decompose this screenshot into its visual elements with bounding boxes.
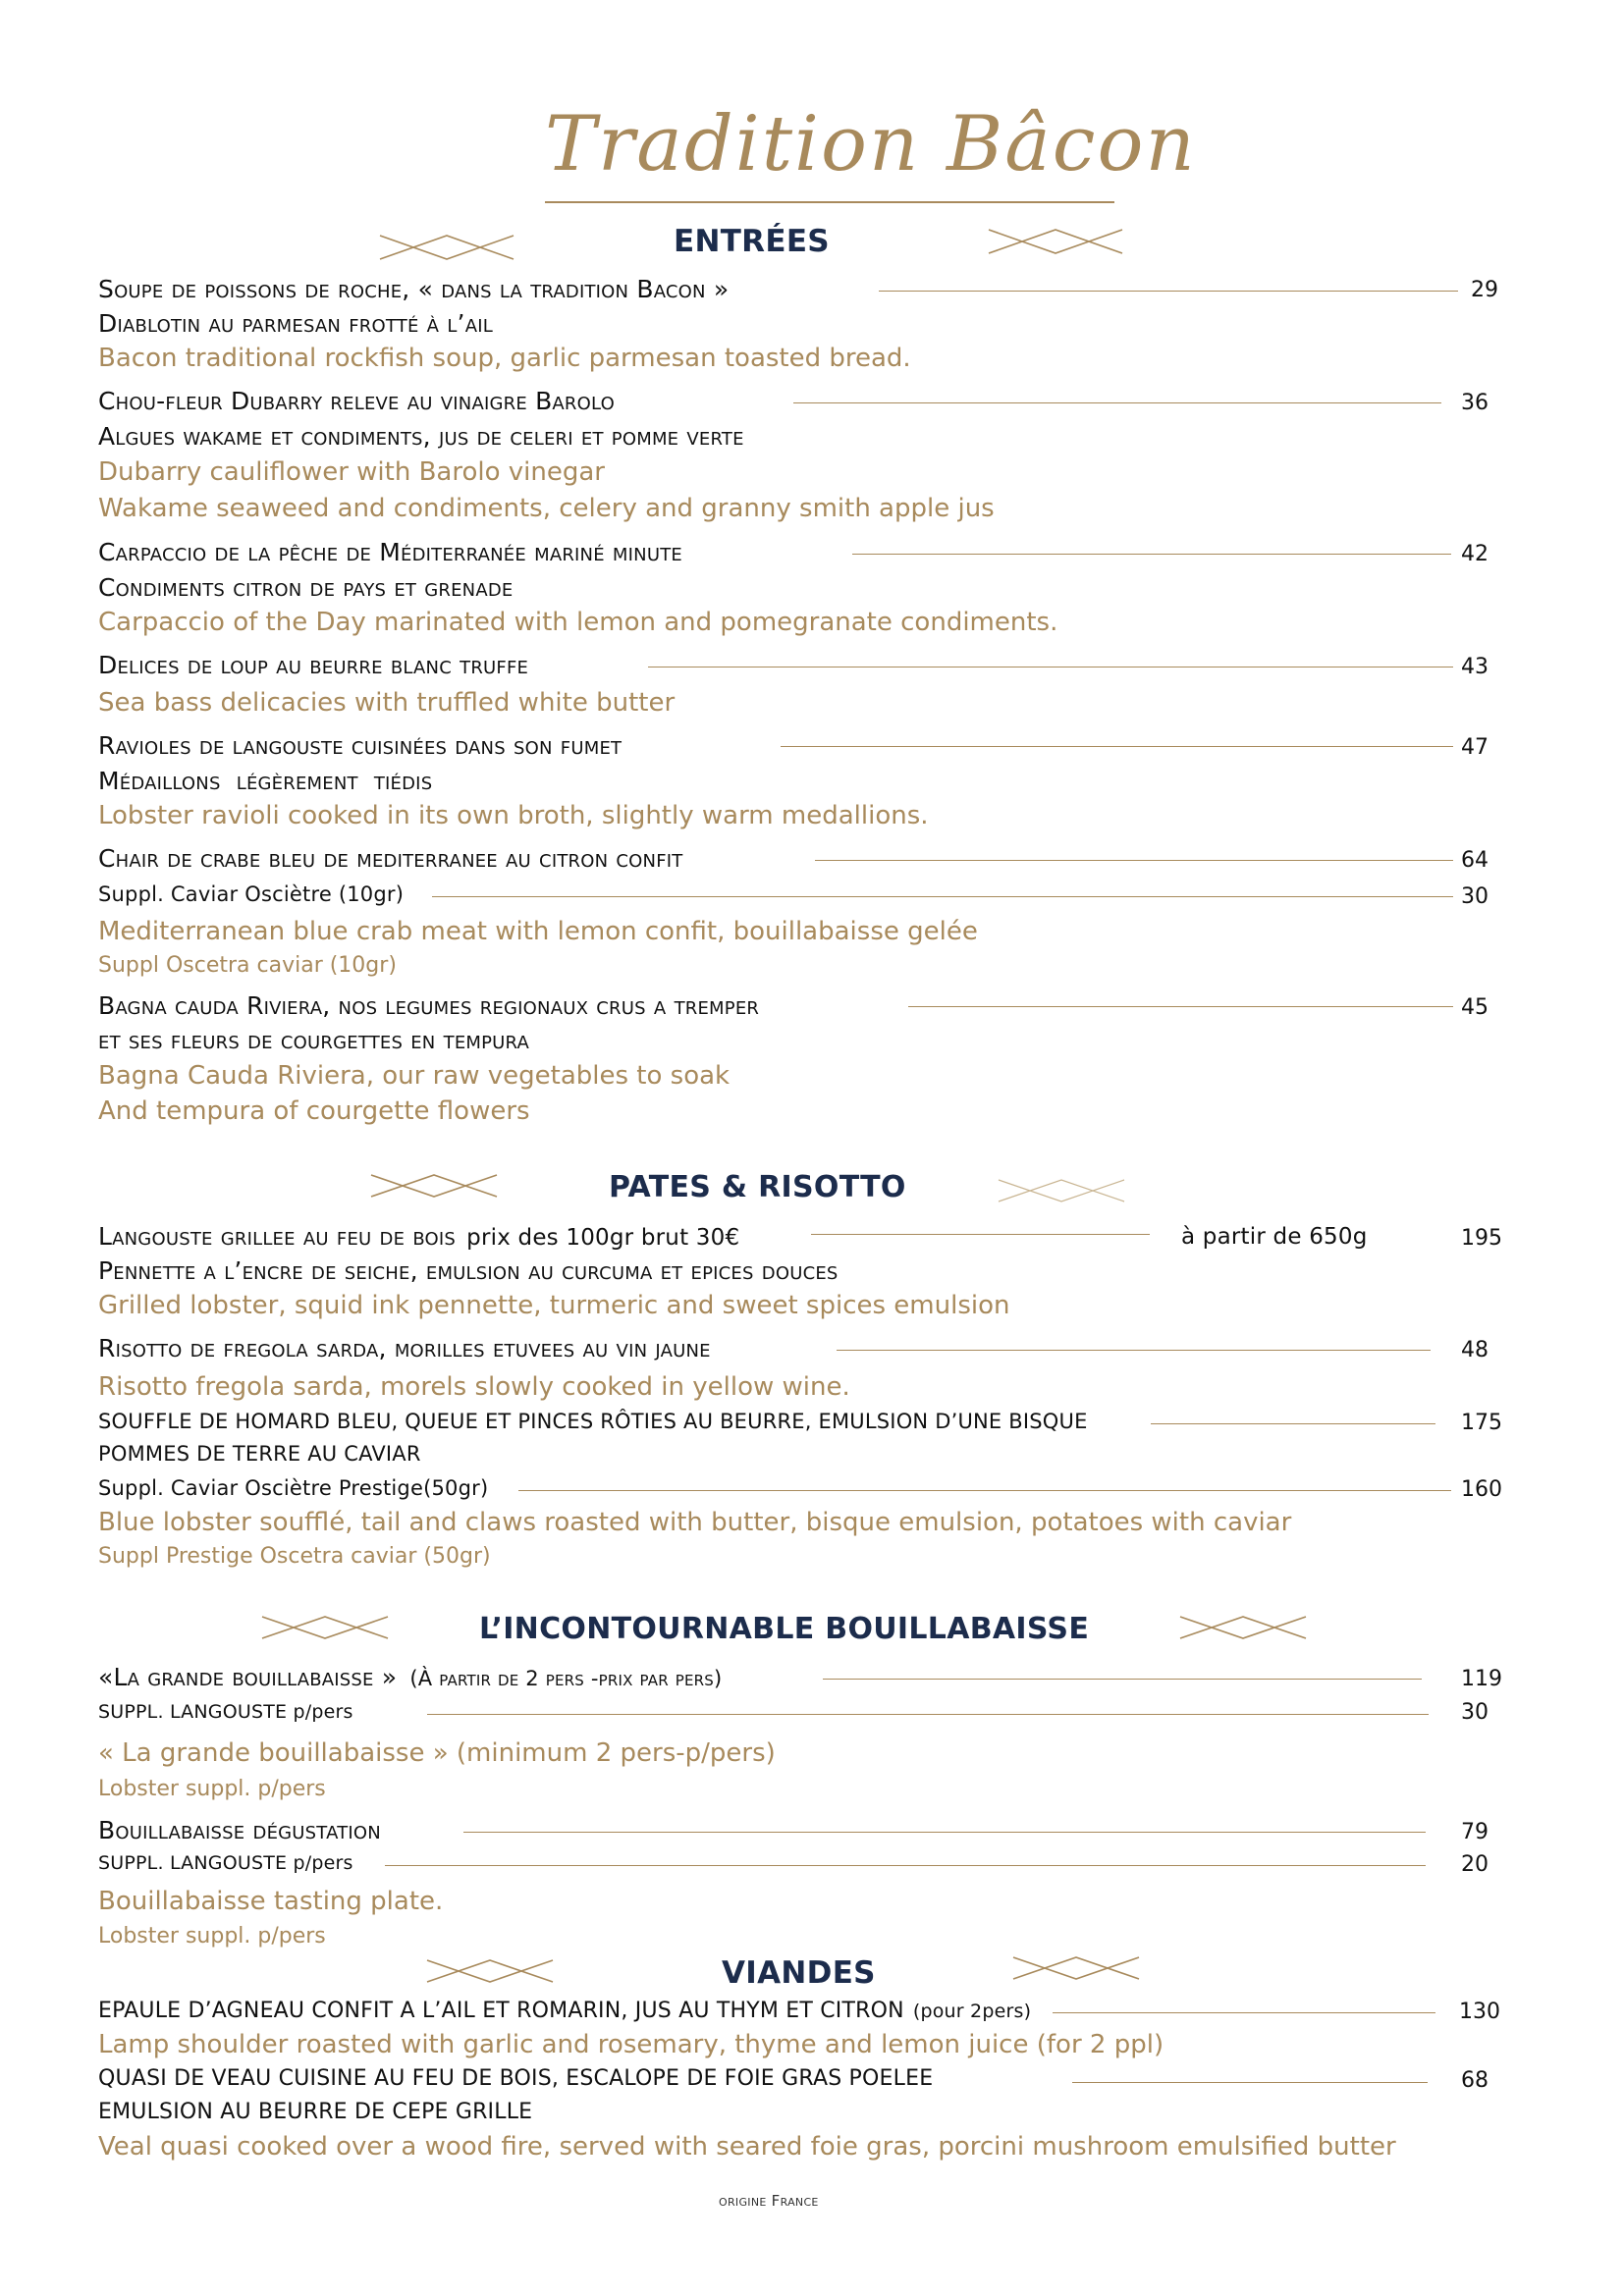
serving-note: (À partir de 2 pers -prix par pers) [409,1667,723,1690]
leader-line [1053,2012,1435,2013]
dish-english: Grilled lobster, squid ink pennette, turmeric and sweet spices emulsion [98,1291,1010,1320]
leader-line [823,1679,1422,1680]
dish-name: Chair de crabe bleu de mediterranee au citron confit [98,844,683,873]
dish-description: Condiments citron de pays et grenade [98,573,514,602]
price-per-weight: prix des 100gr brut 30€ [466,1225,740,1251]
dish-price: 29 [1471,278,1498,302]
supplement-english: Suppl Oscetra caviar (10gr) [98,953,397,978]
dish-english: Risotto fregola sarda, morels slowly cooked in yellow wine. [98,1372,850,1402]
dish-name-row [98,1222,739,1251]
title-underline [545,201,1114,203]
weight-note: à partir de 650g [1181,1224,1368,1250]
dish-english: Wakame seaweed and condiments, celery and granny smith apple jus [98,494,995,523]
leader-line [463,1832,1426,1833]
leader-line [427,1714,1429,1715]
ornament-icon [378,232,515,263]
dish-price: 47 [1461,735,1489,760]
dish-price: 36 [1461,391,1489,415]
dish-english: Sea bass delicacies with truffled white butter [98,688,676,718]
leader-line [432,896,1453,897]
dish-english: And tempura of courgette flowers [98,1096,530,1126]
dish-price: 119 [1461,1667,1502,1691]
dish-english: Lamp shoulder roasted with garlic and rosemary, thyme and lemon juice (for 2 ppl) [98,2030,1164,2059]
dish-name: Carpaccio de la pêche de Méditerranée mariné minute [98,538,682,566]
section-heading-bouillabaisse: L’INCONTOURNABLE BOUILLABAISSE [479,1612,1090,1646]
ornament-icon [997,1176,1126,1205]
leader-line [852,554,1451,555]
dish-english: Lobster ravioli cooked in its own broth, slightly warm medallions. [98,801,929,830]
section-heading-viandes: VIANDES [722,1955,876,1991]
dish-price: 45 [1461,995,1489,1020]
supplement-label: Suppl. Caviar Osciètre Prestige(50gr) [98,1476,489,1500]
dish-english: Bouillabaisse tasting plate. [98,1887,444,1916]
leader-line [793,402,1441,403]
dish-price: 43 [1461,655,1489,679]
supplement-label: SUPPL. LANGOUSTE p/pers [98,1852,353,1874]
leader-line [385,1865,1426,1866]
footer-origin: origine France [719,2192,819,2210]
leader-line [837,1350,1431,1351]
dish-price: 42 [1461,542,1489,566]
section-heading-entrees: ENTRÉES [674,224,830,259]
dish-name: Delices de loup au beurre blanc truffe [98,651,529,679]
ornament-icon [260,1613,390,1642]
dish-name: «La grande bouillabaisse » [98,1663,398,1691]
leader-line [1151,1423,1435,1424]
dish-english: Dubarry cauliflower with Barolo vinegar [98,457,605,487]
dish-price: 130 [1459,2000,1500,2024]
dish-description: Algues wakame et condiments, jus de celeri et pomme verte [98,422,744,451]
ornament-icon [1178,1613,1308,1642]
dish-description: POMMES DE TERRE AU CAVIAR [98,1442,421,1466]
dish-name: SOUFFLE DE HOMARD BLEU, QUEUE ET PINCES RÔTIES AU BEURRE, EMULSION D’UNE BISQUE [98,1410,1088,1433]
dish-price: 48 [1461,1338,1489,1362]
dish-name: QUASI DE VEAU CUISINE AU FEU DE BOIS, ESCALOPE DE FOIE GRAS POELEE [98,2066,934,2091]
dish-description: Pennette a l’encre de seiche, emulsion au curcuma et epices douces [98,1256,839,1285]
ornament-icon [1011,1953,1141,1983]
dish-name: Chou-fleur Dubarry releve au vinaigre Barolo [98,387,615,415]
dish-name: Bagna cauda Riviera, nos legumes regionaux crus a tremper [98,991,760,1020]
supplement-english: Lobster suppl. p/pers [98,1924,326,1949]
supplement-price: 30 [1461,1700,1489,1725]
dish-description: Diablotin au parmesan frotté à l’ail [98,309,493,338]
serving-note: (pour 2pers) [912,2001,1032,2022]
supplement-english: Lobster suppl. p/pers [98,1777,326,1801]
leader-line [879,291,1458,292]
dish-price: 79 [1461,1820,1489,1844]
dish-english: « La grande bouillabaisse » (minimum 2 pers-p/pers) [98,1738,776,1768]
dish-description: EMULSION AU BEURRE DE CEPE GRILLE [98,2100,533,2124]
supplement-price: 20 [1461,1852,1489,1877]
leader-line [781,746,1453,747]
dish-english: Bacon traditional rockfish soup, garlic parmesan toasted bread. [98,344,911,373]
dish-english: Veal quasi cooked over a wood fire, served with seared foie gras, porcini mushroom emulsified butter [98,2132,1396,2162]
dish-name: Ravioles de langouste cuisinées dans son fumet [98,731,623,760]
leader-line [518,1490,1451,1491]
dish-name-row [98,1999,1031,2023]
dish-name: EPAULE D’AGNEAU CONFIT A L’AIL ET ROMARIN, JUS AU THYM ET CITRON [98,1999,904,2023]
leader-line [908,1006,1453,1007]
dish-name: Langouste grillee au feu de bois [98,1222,457,1251]
leader-line [1072,2082,1428,2083]
dish-name: Risotto de fregola sarda, morilles etuvees au vin jaune [98,1334,711,1362]
dish-description: et ses fleurs de courgettes en tempura [98,1026,530,1054]
ornament-icon [987,226,1124,257]
dish-english: Mediterranean blue crab meat with lemon confit, bouillabaisse gelée [98,917,978,946]
dish-english: Blue lobster soufflé, tail and claws roasted with butter, bisque emulsion, potatoes with caviar [98,1508,1292,1537]
dish-english: Bagna Cauda Riviera, our raw vegetables to soak [98,1061,731,1091]
dish-price: 68 [1461,2068,1489,2093]
dish-price: 175 [1461,1411,1502,1435]
dish-name-row [98,1663,722,1691]
dish-description: Médaillons légèrement tiédis [98,767,433,795]
supplement-price: 160 [1461,1477,1502,1502]
dish-english: Carpaccio of the Day marinated with lemon and pomegranate condiments. [98,608,1058,637]
supplement-english: Suppl Prestige Oscetra caviar (50gr) [98,1544,491,1569]
leader-line [811,1234,1150,1235]
supplement-price: 30 [1461,884,1489,909]
supplement-label: Suppl. Caviar Osciètre (10gr) [98,882,405,906]
dish-name: Soupe de poissons de roche, « dans la tradition Bacon » [98,275,730,303]
section-heading-pates: PATES & RISOTTO [609,1170,906,1204]
ornament-icon [425,1956,555,1986]
dish-price: 64 [1461,848,1489,873]
ornament-icon [369,1171,499,1201]
page-title: Tradition Bâcon [545,100,1197,188]
leader-line [815,860,1453,861]
dish-price: 195 [1461,1226,1502,1251]
supplement-label: SUPPL. LANGOUSTE p/pers [98,1701,353,1723]
dish-name: Bouillabaisse dégustation [98,1816,381,1844]
